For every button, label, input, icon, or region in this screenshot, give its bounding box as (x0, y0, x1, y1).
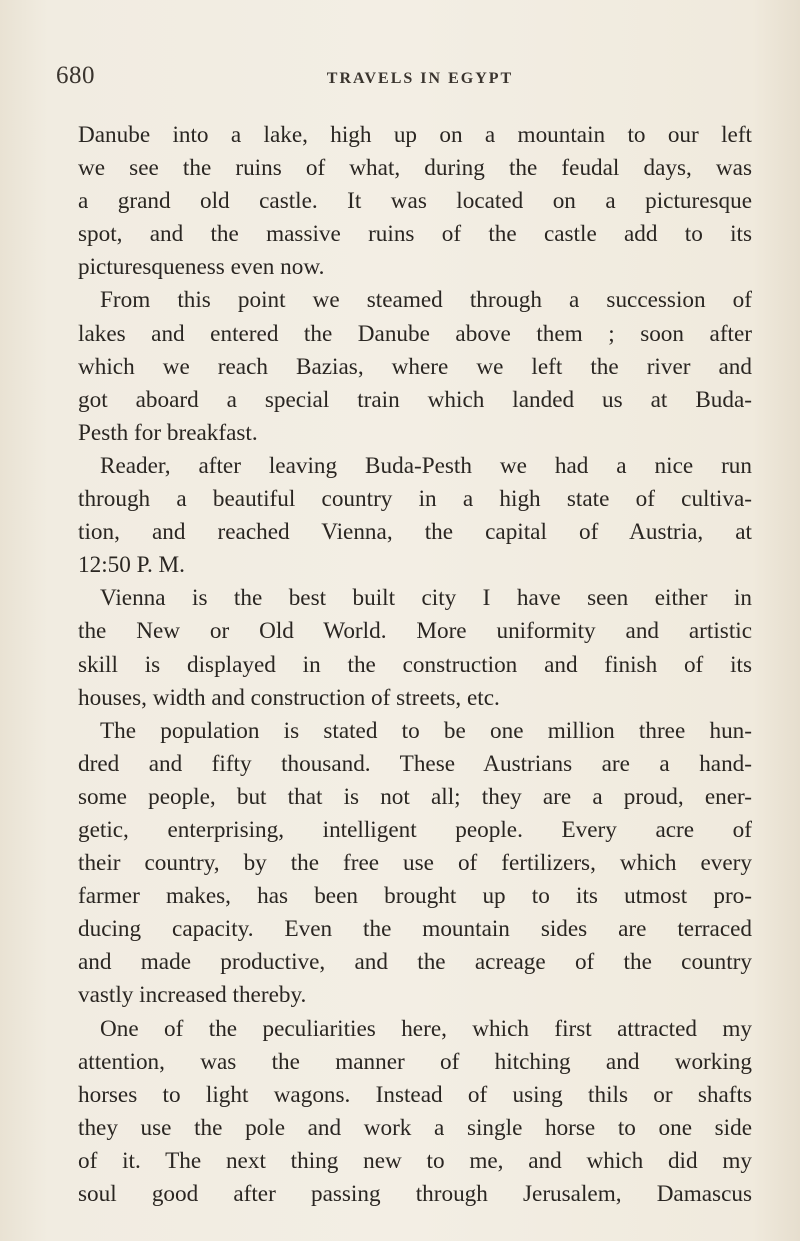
text-line: dred and fifty thousand. These Austrians are a hand- (78, 750, 752, 777)
text-line: vastly increased thereby. (78, 982, 307, 1009)
text-line: soul good after passing through Jerusalem, Damascus (78, 1181, 752, 1207)
text-line: From this point we steamed through a succession of (100, 287, 752, 314)
text-line: a grand old castle. It was located on a picturesque (78, 188, 752, 215)
running-head: TRAVELS IN EGYPT (326, 70, 514, 87)
text-line: tion, and reached Vienna, the capital of Austria, at (78, 519, 752, 546)
text-line: farmer makes, has been brought up to its utmost pro- (78, 883, 752, 910)
text-line: lakes and entered the Danube above them ; soon after (78, 320, 752, 347)
text-line: One of the peculiarities here, which first attracted my (100, 1015, 752, 1042)
text-line: getic, enterprising, intelligent people. Every acre of (78, 816, 752, 843)
text-line: Vienna is the best built city I have seen either in (100, 585, 752, 612)
text-line: through a beautiful country in a high state of cultiva- (78, 486, 752, 513)
text-line: Reader, after leaving Buda-Pesth we had a nice run (100, 452, 752, 479)
text-line: houses, width and construction of streets, etc. (78, 684, 500, 711)
text-line: horses to light wagons. Instead of using thils or shafts (78, 1081, 752, 1108)
body-text (78, 119, 752, 1211)
text-line: Pesth for breakfast. (78, 419, 258, 446)
text-line: and made productive, and the acreage of the country (78, 949, 752, 976)
text-line: picturesqueness even now. (78, 254, 325, 281)
text-line: we see the ruins of what, during the feudal days, was (78, 155, 752, 182)
text-line: ducing capacity. Even the mountain sides are terraced (78, 916, 752, 943)
text-line: the New or Old World. More uniformity and artistic (78, 618, 752, 645)
text-line: their country, by the free use of fertilizers, which every (78, 850, 752, 877)
page-number: 680 (56, 62, 95, 89)
text-line: Danube into a lake, high up on a mountain to our left (78, 122, 752, 148)
text-line: which we reach Bazias, where we left the river and (78, 353, 752, 380)
page-header (0, 62, 800, 102)
text-line: attention, was the manner of hitching and working (78, 1048, 752, 1075)
text-line: 12:50 P. M. (78, 552, 185, 579)
text-line: of it. The next thing new to me, and which did my (78, 1147, 752, 1174)
text-line: they use the pole and work a single horse to one side (78, 1114, 752, 1141)
text-line: spot, and the massive ruins of the castle add to its (78, 221, 752, 248)
text-line: The population is stated to be one million three hun- (100, 717, 752, 744)
text-line: skill is displayed in the construction and finish of its (78, 651, 752, 678)
text-line: some people, but that is not all; they are a proud, ener- (78, 783, 752, 810)
text-line: got aboard a special train which landed us at Buda- (78, 386, 752, 413)
